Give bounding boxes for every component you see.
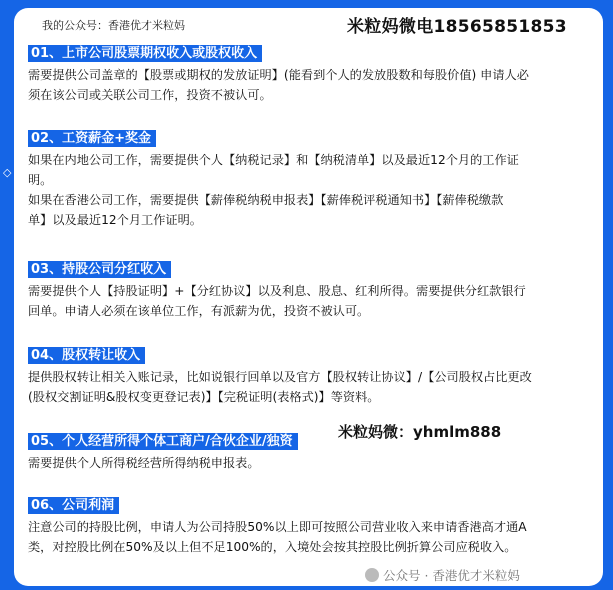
section-line: 如果在香港公司工作，需要提供【薪俸税纳税申报表】【薪俸税评税通知书】【薪俸税缴款 bbox=[28, 193, 504, 207]
section-line: 须在该公司或关联公司工作，投资不被认可。 bbox=[28, 88, 272, 102]
section-6 bbox=[28, 494, 598, 557]
section-line: 明。 bbox=[28, 173, 53, 187]
section-heading: 05、个人经营所得个体工商户/合伙企业/独资 bbox=[28, 433, 298, 450]
phone-banner: 米粒妈微电18565851853 bbox=[347, 17, 567, 37]
account-label: 我的公众号：香港优才米粒妈 bbox=[42, 19, 185, 32]
section-line: 提供股权转让相关入账记录，比如说银行回单以及官方【股权转让协议】/【公司股权占比更改 bbox=[28, 370, 532, 384]
diamond-icon: ◇ bbox=[3, 166, 12, 179]
section-line: 需要提供个人所得税经营所得纳税申报表。 bbox=[28, 456, 260, 470]
document-card bbox=[14, 8, 603, 586]
section-3 bbox=[28, 258, 598, 321]
watermark-text: 公众号 · 香港优才米粒妈 bbox=[383, 568, 520, 583]
section-line: 需要提供个人【持股证明】+【分红协议】以及利息、股息、红利所得。需要提供分红款银行 bbox=[28, 284, 526, 298]
section-line: 需要提供公司盖章的【股票或期权的发放证明】(能看到个人的发放股数和每股价值) 申请人必 bbox=[28, 68, 529, 82]
section-heading: 06、公司利润 bbox=[28, 497, 119, 514]
section-line: (股权交割证明&股权变更登记表)】【完税证明(表格式)】等资料。 bbox=[28, 390, 380, 404]
section-heading: 02、工资薪金+奖金 bbox=[28, 130, 156, 147]
section-line: 单】以及最近12个月工作证明。 bbox=[28, 213, 202, 227]
section-line: 回单。申请人必须在该单位工作，有派薪为优，投资不被认可。 bbox=[28, 304, 370, 318]
section-line: 类，对控股比例在50%及以上但不足100%的，入境处会按其控股比例折算公司应税收入。 bbox=[28, 540, 517, 554]
section-4 bbox=[28, 344, 598, 407]
section-2 bbox=[28, 127, 598, 230]
header-bar bbox=[14, 8, 603, 42]
section-5 bbox=[28, 430, 598, 473]
section-line: 如果在内地公司工作，需要提供个人【纳税记录】和【纳税清单】以及最近12个月的工作证 bbox=[28, 153, 519, 167]
section-1 bbox=[28, 42, 598, 105]
wechat-id: 米粒妈微：yhmlm888 bbox=[338, 423, 502, 441]
section-heading: 01、上市公司股票期权收入或股权收入 bbox=[28, 45, 262, 62]
wechat-icon bbox=[365, 568, 379, 582]
watermark bbox=[365, 566, 520, 584]
section-heading: 03、持股公司分红收入 bbox=[28, 261, 171, 278]
section-heading: 04、股权转让收入 bbox=[28, 347, 145, 364]
section-line: 注意公司的持股比例，申请人为公司持股50%以上即可按照公司营业收入来申请香港高才通A bbox=[28, 520, 527, 534]
